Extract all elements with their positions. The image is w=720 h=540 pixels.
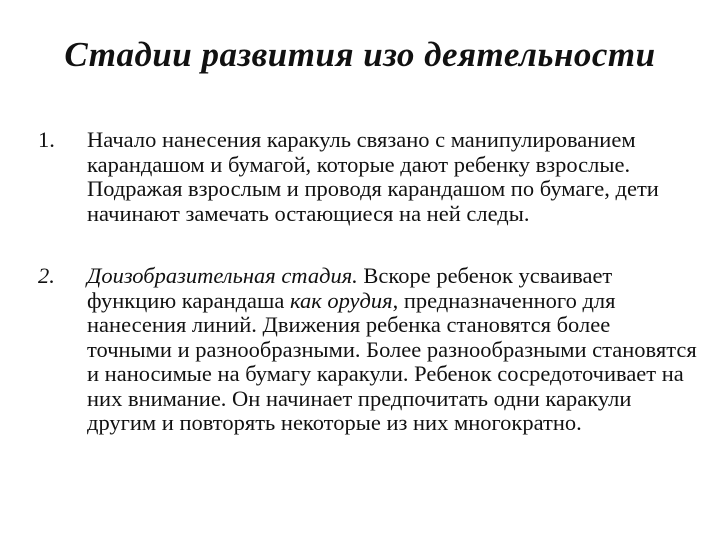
list-number: 2.	[38, 263, 55, 288]
list-item-text: Начало нанесения каракуль связано с манипулированием карандашом и бумагой, которые дают ребенку взрослые. Подражая взрослым и проводя карандашом по бумаге, дети начинают замечать остающиеся на ней следы.	[87, 127, 659, 226]
stages-list	[38, 128, 698, 436]
list-item-stage-1	[38, 128, 698, 226]
list-number: 1.	[38, 127, 55, 152]
list-item-stage-2	[38, 264, 698, 436]
slide-title: Стадии развития изо деятельности	[64, 35, 656, 74]
list-item-text: , предназначенного для нанесения линий. Движения ребенка становятся более точными и разнообразными. Более разнообразными становятся и наносимые на бумагу каракули. Ребенок сосредоточивает на них внимание. Он начинает предпочитать одни каракули другим и повторять некоторые из них многократно.	[87, 287, 697, 435]
emphasis-text: как орудия	[289, 287, 393, 313]
stage-term: Доизобразительная стадия.	[87, 263, 358, 288]
list-item-text: Вскоре ребенок усваивает функцию карандаша	[87, 263, 613, 313]
